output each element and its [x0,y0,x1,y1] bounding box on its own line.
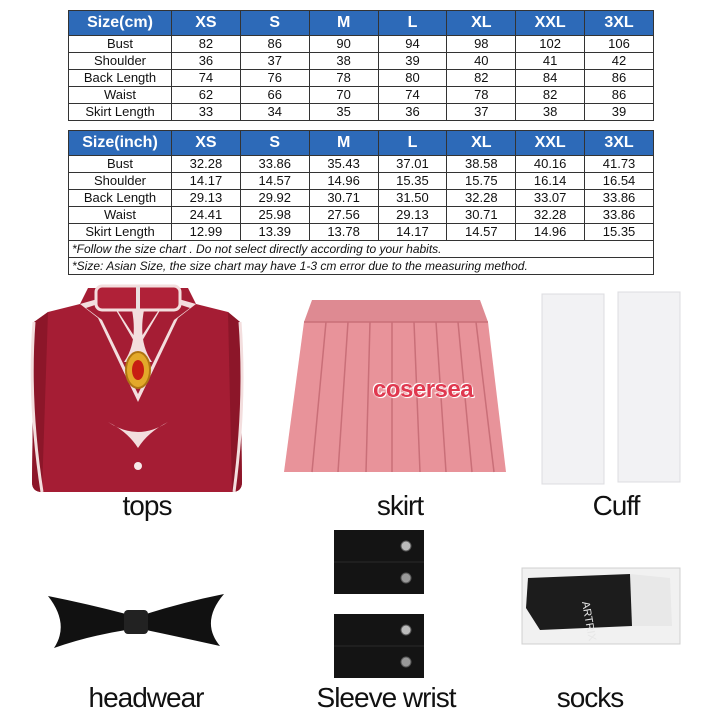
cuff-image [538,288,686,488]
table-cell: 29.13 [172,190,241,207]
table-cell: 15.35 [378,173,447,190]
column-header: M [309,131,378,156]
table-header-row [69,131,654,156]
table-cell: 14.17 [378,224,447,241]
column-header: M [309,11,378,36]
table-cell: 30.71 [447,207,516,224]
table-row [69,53,654,70]
table-cell: 78 [309,70,378,87]
table-cell: 38 [516,104,585,121]
table-cell: 14.17 [172,173,241,190]
table-cell: 82 [447,70,516,87]
table-cell: 40 [447,53,516,70]
table-cell: 82 [172,36,241,53]
table-cell: 15.75 [447,173,516,190]
table-cell: 13.39 [240,224,309,241]
table-row [69,173,654,190]
table-cell: 16.14 [516,173,585,190]
table-cell: 33 [172,104,241,121]
row-label: Shoulder [69,53,172,70]
row-label: Skirt Length [69,224,172,241]
note-row [69,258,654,275]
table-cell: 33.86 [585,207,654,224]
table-cell: 40.16 [516,156,585,173]
table-cell: 84 [516,70,585,87]
size-table-cm [68,10,654,121]
table-cell: 34 [240,104,309,121]
table-cell: 33.07 [516,190,585,207]
table-cell: 37 [240,53,309,70]
row-label: Skirt Length [69,104,172,121]
table-cell: 70 [309,87,378,104]
table-cell: 31.50 [378,190,447,207]
table-cell: 39 [585,104,654,121]
headwear-image [48,590,224,652]
column-header: XXL [516,131,585,156]
column-header: S [240,131,309,156]
table-cell: 35.43 [309,156,378,173]
row-label: Waist [69,87,172,104]
table-cell: 33.86 [240,156,309,173]
table-cell: 66 [240,87,309,104]
table-row [69,190,654,207]
table-cell: 86 [240,36,309,53]
row-label: Shoulder [69,173,172,190]
table-cell: 42 [585,53,654,70]
table-cell: 86 [585,87,654,104]
tops-image [28,282,250,496]
table-row [69,207,654,224]
table-cell: 24.41 [172,207,241,224]
table-cell: 82 [516,87,585,104]
table-cell: 74 [172,70,241,87]
table-cell: 38.58 [447,156,516,173]
table-cell: 32.28 [172,156,241,173]
column-header: XXL [516,11,585,36]
table-cell: 12.99 [172,224,241,241]
table-cell: 62 [172,87,241,104]
table-cell: 74 [378,87,447,104]
socks-image [520,566,682,646]
table-cell: 41 [516,53,585,70]
column-header: L [378,11,447,36]
size-note: *Size: Asian Size, the size chart may have 1-3 cm error due to the measuring method. [69,258,654,275]
table-cell: 106 [585,36,654,53]
table-cell: 80 [378,70,447,87]
table-cell: 78 [447,87,516,104]
sleeve-wrist-label: Sleeve wrist [316,682,456,713]
column-header: Size(inch) [69,131,172,156]
column-header: Size(cm) [69,11,172,36]
column-header: XL [447,11,516,36]
note-row [69,241,654,258]
table-cell: 15.35 [585,224,654,241]
table-cell: 38 [309,53,378,70]
row-label: Bust [69,36,172,53]
socks-label: socks [556,682,624,713]
row-label: Back Length [69,190,172,207]
table-cell: 41.73 [585,156,654,173]
table-cell: 94 [378,36,447,53]
column-header: S [240,11,309,36]
table-cell: 14.96 [309,173,378,190]
table-cell: 16.54 [585,173,654,190]
table-cell: 98 [447,36,516,53]
size-table-inch [68,130,654,275]
table-cell: 36 [172,53,241,70]
table-cell: 36 [378,104,447,121]
table-row [69,70,654,87]
column-header: XL [447,131,516,156]
cuff-label: Cuff [592,490,640,521]
table-cell: 29.92 [240,190,309,207]
table-row [69,156,654,173]
row-label: Waist [69,207,172,224]
socks-package-text: ARTRIX [579,600,598,643]
tops-label: tops [122,490,172,521]
column-header: XS [172,11,241,36]
table-cell: 76 [240,70,309,87]
table-cell: 14.57 [447,224,516,241]
table-cell: 102 [516,36,585,53]
table-cell: 37 [447,104,516,121]
table-cell: 25.98 [240,207,309,224]
skirt-label: skirt [376,490,424,521]
table-cell: 30.71 [309,190,378,207]
column-header: 3XL [585,11,654,36]
watermark: cosersea [373,376,474,403]
table-row [69,36,654,53]
row-label: Bust [69,156,172,173]
table-header-row [69,11,654,36]
column-header: 3XL [585,131,654,156]
headwear-label: headwear [88,682,204,713]
column-header: XS [172,131,241,156]
table-cell: 14.57 [240,173,309,190]
table-row [69,224,654,241]
table-cell: 86 [585,70,654,87]
sleeve-wrist-image [332,526,426,682]
table-cell: 32.28 [447,190,516,207]
row-label: Back Length [69,70,172,87]
table-row [69,104,654,121]
table-cell: 90 [309,36,378,53]
table-cell: 29.13 [378,207,447,224]
table-cell: 13.78 [309,224,378,241]
size-note: *Follow the size chart . Do not select directly according to your habits. [69,241,654,258]
table-cell: 33.86 [585,190,654,207]
table-cell: 27.56 [309,207,378,224]
table-cell: 37.01 [378,156,447,173]
table-cell: 32.28 [516,207,585,224]
column-header: L [378,131,447,156]
table-cell: 39 [378,53,447,70]
table-cell: 14.96 [516,224,585,241]
table-row [69,87,654,104]
table-cell: 35 [309,104,378,121]
